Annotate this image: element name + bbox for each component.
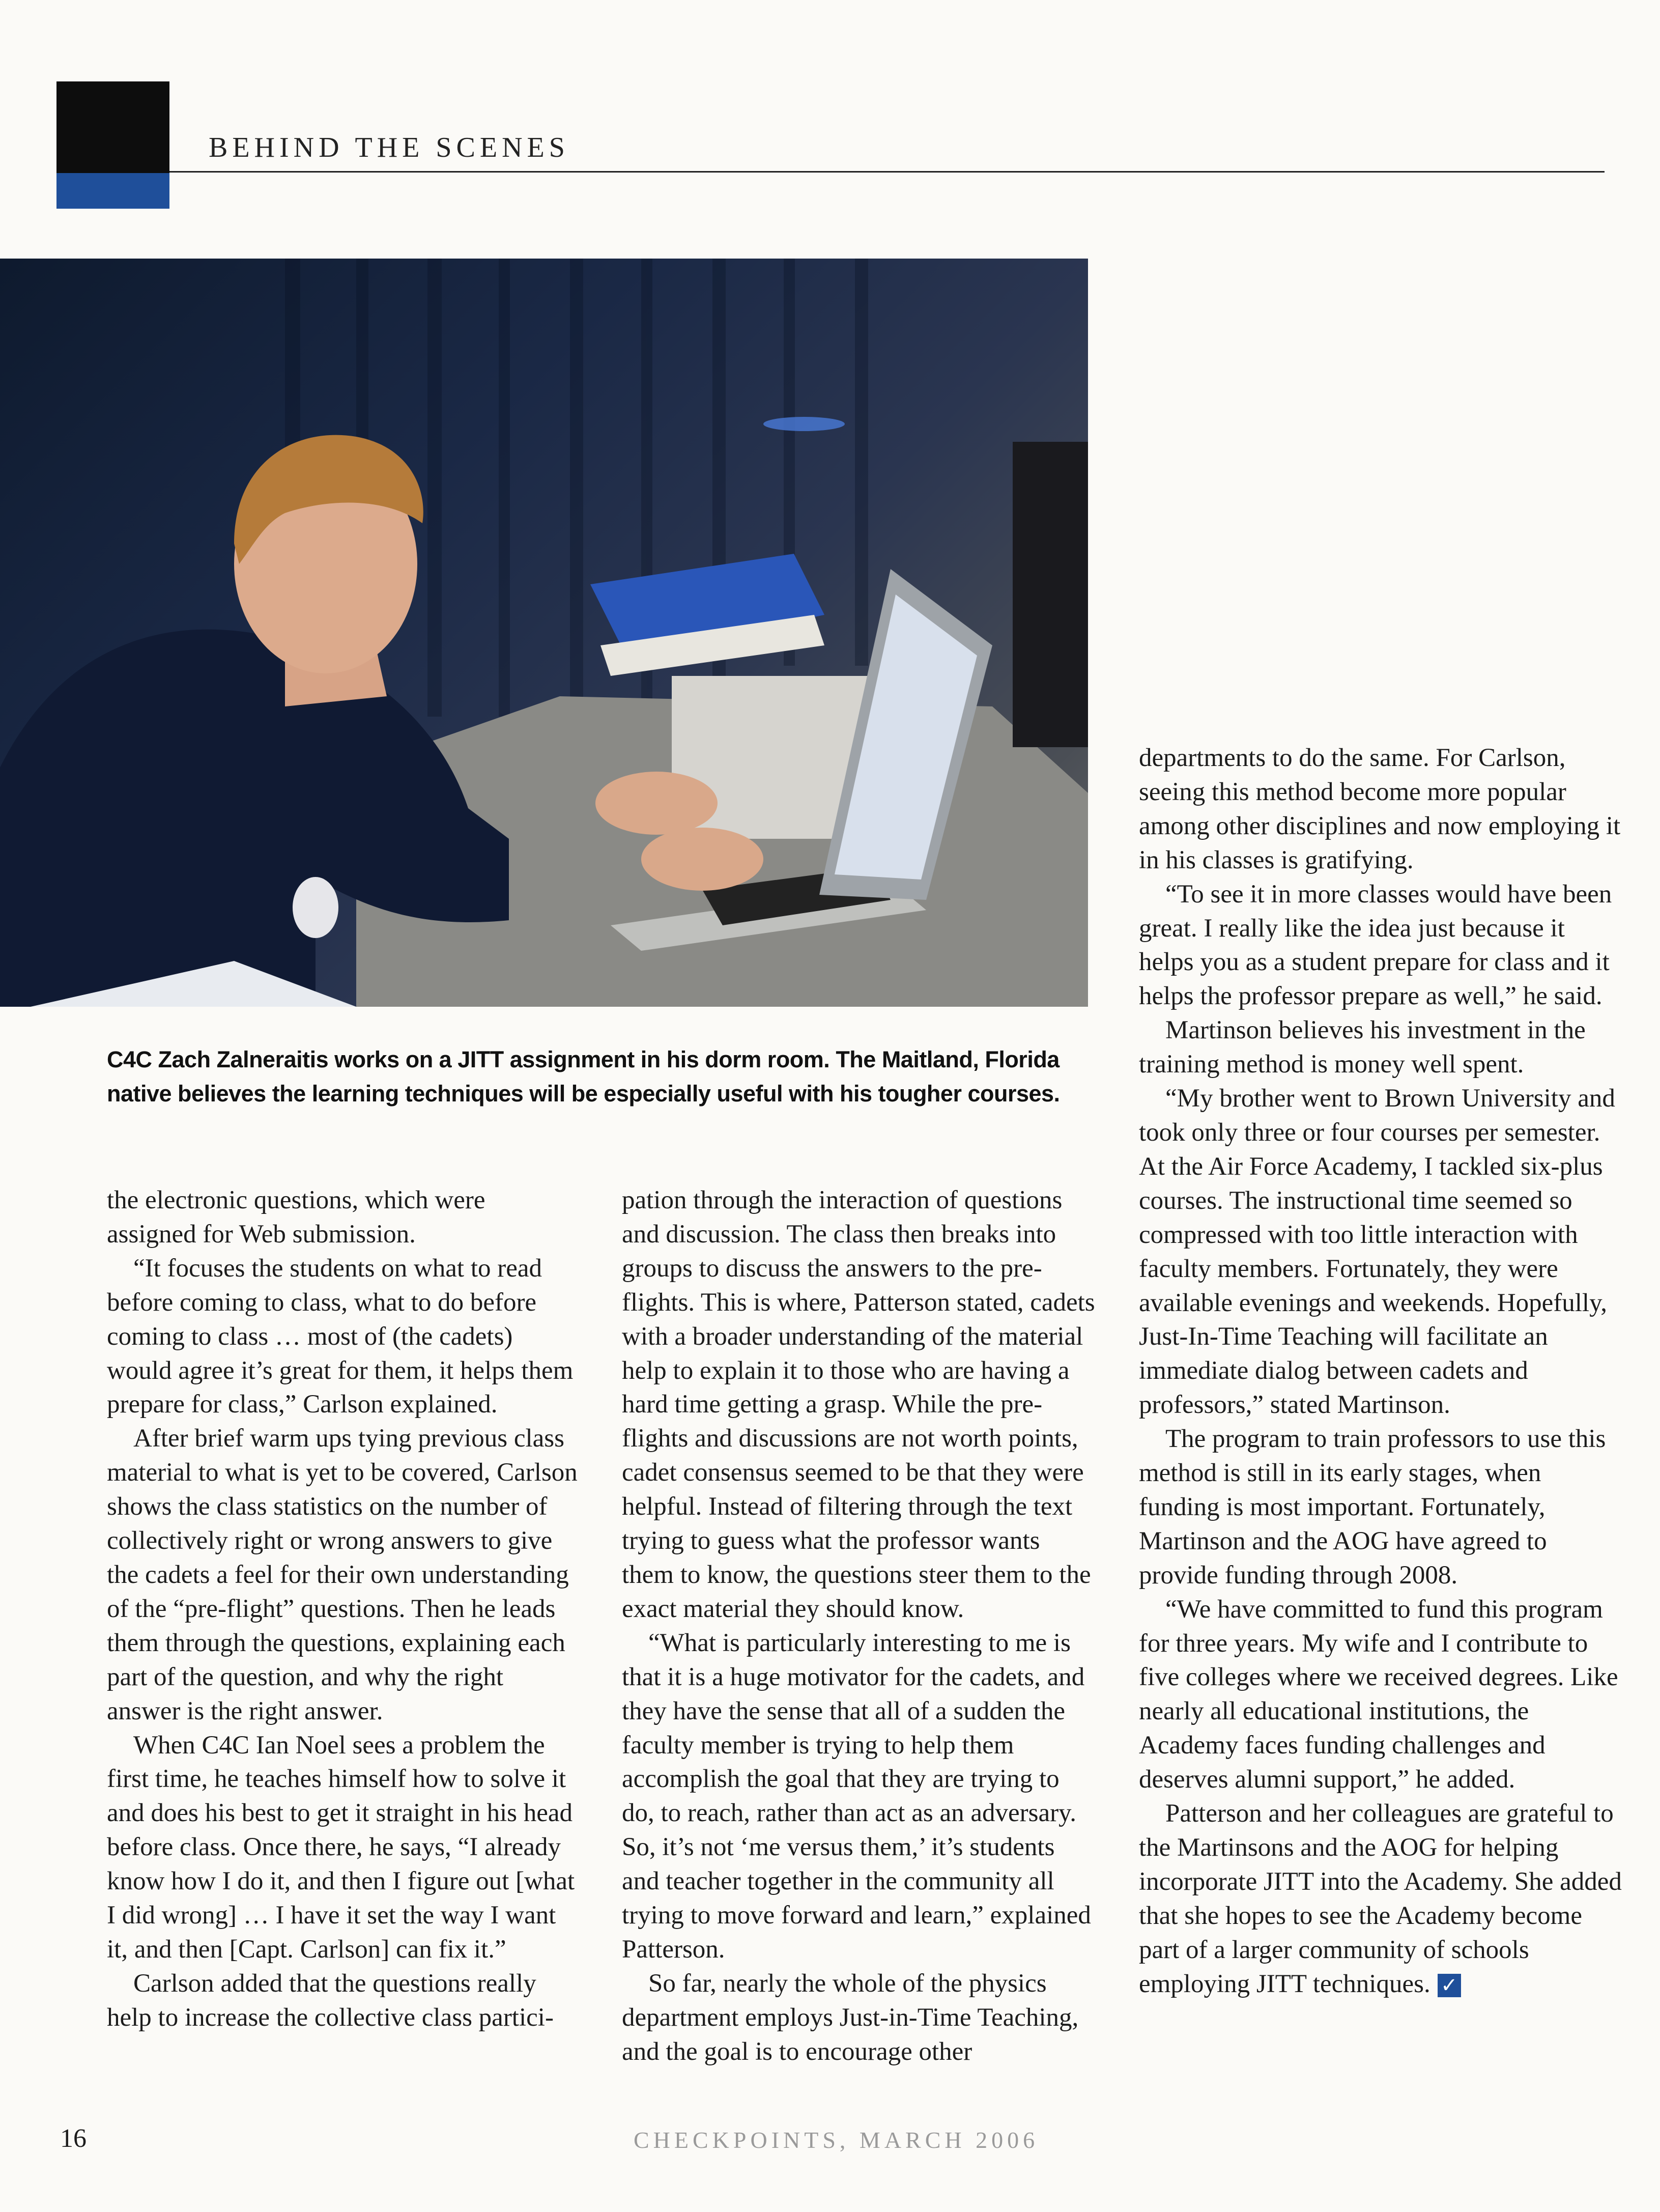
paragraph: The program to train professors to use this method is still in its early stages, when funding is most important. Fortunately, Martinson and the AOG have agreed to provide funding through 2008. (1139, 1425, 1606, 1590)
jacket-patch (293, 877, 338, 938)
left-hand (595, 772, 718, 835)
paragraph: When C4C Ian Noel sees a problem the first time, he teaches himself how to solve it and does his best to get it straight in his head before class. Once there, he says, “I already know how I do it, and then I figure out [what I did wrong] … I have it set the way I want it, and then [Capt. Carlson] can fix it.” (107, 1731, 575, 1964)
paragraph-final-text: Patterson and her colleagues are grateful to the Martinsons and the AOG for helping incorporate JITT into the Academy. She added that she hopes to see the Academy become part of a larger community of schools employing JITT techniques. (1139, 1799, 1622, 1998)
photo-illustration (0, 259, 1088, 1007)
paragraph: After brief warm ups tying previous class material to what is yet to be covered, Carlson shows the class statistics on the number of collectively right or wrong answers to give the cadets a feel for their own understanding of the “pre-flight” questions. Then he leads them through the questions, explaining each part of the question, and why the right answer is the right answer. (107, 1424, 578, 1725)
photo-caption: C4C Zach Zalneraitis works on a JITT assignment in his dorm room. The Maitland, Florida native believes the learning techniques will be especially useful with his tougher courses. (107, 1046, 1060, 1107)
paragraph: “To see it in more classes would have been great. I really like the idea just because it helps you as a student prepare for class and it helps the professor prepare as well,” he said. (1139, 880, 1612, 1011)
paragraph: pation through the interaction of questions and discussion. The class then breaks into groups to discuss the answers to the pre-flights. This is where, Patterson stated, cadets with a broader understanding of the material help to explain it to those who are having a hard time getting a grasp. While the pre-flights and discussions are not worth points, cadet consensus seemed to be that they were helpful. Instead of filtering through the text trying to guess what the professor wants them to know, the questions steer them to the exact material they should know. (622, 1186, 1095, 1623)
publication-footer: CHECKPOINTS, MARCH 2006 (634, 2127, 1039, 2153)
checkmark-end-icon: ✓ (1438, 1974, 1461, 1997)
paragraph: “We have committed to fund this program for three years. My wife and I contribute to five colleges where we received degrees. Like nearly all educational institutions, the Academy faces funding challenges and deserves alumni support,” he added. (1139, 1595, 1618, 1794)
paragraph-final (1139, 1797, 1622, 2001)
text-column-1 (107, 1183, 580, 2035)
photo-cadet-at-laptop (0, 259, 1088, 1007)
paragraph: Carlson added that the questions really help to increase the collective class partici- (107, 1969, 554, 2032)
paragraph: “What is particularly interesting to me is that it is a huge motivator for the cadets, and they have the sense that all of a sudden the faculty member is trying to help them accomplish the goal that they are trying to do, to reach, rather than act as an adversary. So, it’s not ‘me versus them,’ it’s students and teacher together in the community all trying to move forward and learn,” explained Patterson. (622, 1628, 1091, 1964)
paragraph: “My brother went to Brown University and took only three or four courses per semester. At the Air Force Academy, I tackled six-plus courses. The instructional time seemed so compressed with too little interaction with faculty members. Fortunately, they were available evenings and weekends. Hopefully, Just-In-Time Teaching will facilitate an immediate dialog between cadets and professors,” stated Martinson. (1139, 1084, 1615, 1420)
header-color-block (56, 81, 169, 209)
paragraph: Martinson believes his investment in the training method is money well spent. (1139, 1016, 1586, 1079)
section-title: BEHIND THE SCENES (209, 132, 569, 163)
page-number: 16 (60, 2124, 87, 2153)
lamp-glow (763, 417, 845, 431)
paragraph: “It focuses the students on what to read before coming to class, what to do before coming to class … most of (the cadets) would agree it’s great for them, it helps them prepare for class,” Carlson explained. (107, 1254, 574, 1419)
header-blue-bar (56, 173, 169, 209)
header-rule (169, 171, 1605, 173)
text-column-3 (1139, 741, 1622, 2001)
right-hand (641, 828, 763, 891)
paragraph: departments to do the same. For Carlson, seeing this method become more popular among other disciplines and now employing it in his classes is gratifying. (1139, 744, 1621, 874)
text-column-2 (622, 1183, 1095, 2069)
monitor (1013, 442, 1088, 747)
paragraph: the electronic questions, which were assigned for Web submission. (107, 1186, 485, 1249)
paragraph: So far, nearly the whole of the physics department employs Just-in-Time Teaching, and the goal is to encourage other (622, 1969, 1079, 2066)
